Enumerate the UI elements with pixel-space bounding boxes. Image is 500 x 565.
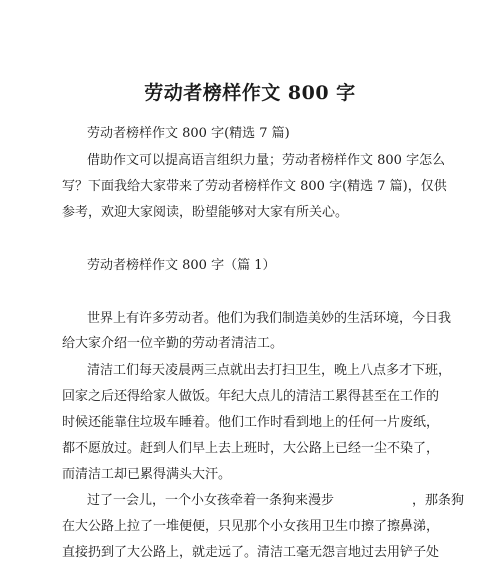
document-subtitle: 劳动者榜样作文 800 字(精选 7 篇) bbox=[87, 126, 290, 141]
paragraph-fragment: ，那条狗 bbox=[412, 493, 465, 508]
paragraph-line: 给大家介绍一位辛勤的劳动者清洁工。 bbox=[62, 336, 284, 351]
paragraph-line: 在大公路上拉了一堆便便，只见那个小女孩用卫生巾擦了擦鼻涕， bbox=[62, 519, 440, 534]
paragraph-line: 而清洁工却已累得满头大汗。 bbox=[62, 467, 232, 482]
paragraph-line: 直接扔到了大公路上，就走远了。清洁工毫无怨言地过去用铲子处 bbox=[62, 545, 440, 560]
paragraph-line bbox=[87, 492, 464, 510]
paragraph-line: 世界上有许多劳动者。他们为我们制造美妙的生活环境，今日我 bbox=[87, 311, 452, 326]
paragraph-line: 回家之后还得给家人做饭。年纪大点儿的清洁工累得甚至在工作的 bbox=[62, 389, 440, 404]
intro-line: 写？下面我给大家带来了劳动者榜样作文 800 字(精选 7 篇)，仅供 bbox=[62, 179, 447, 194]
document-title: 劳动者榜样作文 800 字 bbox=[144, 82, 356, 104]
intro-line: 借助作文可以提高语言组织力量；劳动者榜样作文 800 字怎么 bbox=[87, 153, 446, 168]
section-heading: 劳动者榜样作文 800 字（篇 1） bbox=[87, 258, 276, 273]
intro-line: 参考，欢迎大家阅读，盼望能够对大家有所关心。 bbox=[62, 205, 349, 220]
paragraph-fragment: 过了一会儿，一个小女孩牵着一条狗来漫步 bbox=[87, 493, 335, 508]
paragraph-line: 时候还能靠住垃圾车睡着。他们工作时看到地上的任何一片废纸， bbox=[62, 415, 440, 430]
paragraph-line: 清洁工们每天凌晨两三点就出去打扫卫生，晚上八点多才下班， bbox=[87, 363, 452, 378]
paragraph-line: 都不愿放过。赶到人们早上去上班时，大公路上已经一尘不染了， bbox=[62, 441, 440, 456]
